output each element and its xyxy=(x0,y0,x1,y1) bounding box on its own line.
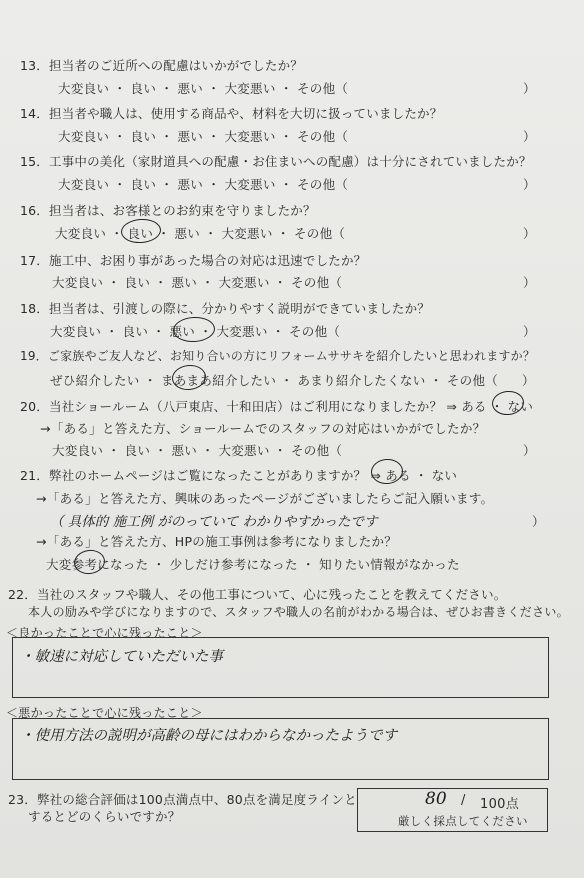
options-16: 大変良い ・ 良い ・ 悪い ・ 大変悪い ・ その他（ xyxy=(55,226,346,241)
good-label: ＜良かったことで心に残ったこと＞ xyxy=(6,626,203,640)
question-17: 17．施工中、お困り事があった場合の対応は迅速でしたか？ xyxy=(20,253,367,268)
close-paren-18: ） xyxy=(523,324,536,339)
question-13: 13．担当者のご近所への配慮はいかがでしたか？ xyxy=(20,58,304,73)
question-20: 20．当社ショールーム（八戸東店、十和田店）はご利用になりましたか？ ⇒ ある ・ ない xyxy=(20,399,534,414)
close-paren-13: ） xyxy=(523,81,536,96)
note-22: 本人の励みや学びになりますので、スタッフや職人の名前がわかる場合は、ぜひお書きください。 xyxy=(28,605,569,619)
score-note: 厳しく採点してください xyxy=(398,814,528,828)
sub-question-20: →「ある」と答えた方、ショールームでのスタッフの対応はいかがでしたか？ xyxy=(40,421,486,436)
good-answer-text: ・敏速に対応していただいた事 xyxy=(20,649,223,665)
question-14: 14．担当者や職人は、使用する商品や、材料を大切に扱っていましたか？ xyxy=(20,106,443,121)
bad-answer-text: ・使用方法の説明が高齢の母にはわからなかったようです xyxy=(20,728,397,744)
options-17: 大変良い ・ 良い ・ 悪い ・ 大変悪い ・ その他（ xyxy=(52,275,343,290)
question-23-line1: 23．弊社の総合評価は100点満点中、80点を満足度ラインと xyxy=(8,792,357,807)
score-value: 80 xyxy=(425,789,447,809)
sub-question-21-a: →「ある」と答えた方、興味のあったページがございましたらご記入願います。 xyxy=(36,491,494,506)
close-paren-14: ） xyxy=(523,129,536,144)
options-15: 大変良い ・ 良い ・ 悪い ・ 大変悪い ・ その他（ xyxy=(58,177,349,192)
close-paren-16: ） xyxy=(523,226,536,241)
question-21: 21．弊社のホームページはご覧になったことがありますか？ ⇒ ある ・ ない xyxy=(20,468,458,483)
close-paren-19: ） xyxy=(522,373,535,388)
options-13: 大変良い ・ 良い ・ 悪い ・ 大変悪い ・ その他（ xyxy=(58,81,349,96)
question-15: 15．工事中の美化（家財道具への配慮・お住まいへの配慮）は十分にされていましたか？ xyxy=(20,154,532,169)
close-paren-15: ） xyxy=(523,177,536,192)
options-21: 大変参考になった ・ 少しだけ参考になった ・ 知りたい情報がなかった xyxy=(46,557,460,572)
question-23-line2: するとどのくらいですか？ xyxy=(28,809,181,824)
options-19: ぜひ紹介したい ・ まあまあ紹介したい ・ あまり紹介したくない ・ その他（ xyxy=(50,373,499,388)
question-22: 22．当社のスタッフや職人、その他工事について、心に残ったことを教えてください。 xyxy=(8,587,507,602)
options-18: 大変良い ・ 良い ・ 悪い ・ 大変悪い ・ その他（ xyxy=(50,324,341,339)
options-14: 大変良い ・ 良い ・ 悪い ・ 大変悪い ・ その他（ xyxy=(58,129,349,144)
close-paren-20: ） xyxy=(523,443,536,458)
score-slash: / xyxy=(461,793,466,808)
sub-question-21-b: →「ある」と答えた方、HPの施工事例は参考になりましたか？ xyxy=(36,534,398,549)
close-paren-17: ） xyxy=(523,275,536,290)
close-paren-21: ） xyxy=(532,514,545,529)
question-18: 18．担当者は、引渡しの際に、分かりやすく説明ができていましたか？ xyxy=(20,301,431,316)
question-19: 19．ご家族やご友人など、お知り合いの方にリフォームササキを紹介したいと思われますか？ xyxy=(20,349,536,363)
score-max: 100点 xyxy=(480,797,520,812)
question-16: 16．担当者は、お客様とのお約束を守りましたか？ xyxy=(20,203,316,218)
bad-label: ＜悪かったことで心に残ったこと＞ xyxy=(6,706,203,720)
options-20: 大変良い ・ 良い ・ 悪い ・ 大変悪い ・ その他（ xyxy=(52,443,343,458)
handwritten-answer-21: （ 具体的 施工例 がのっていて わかりやすかったです xyxy=(50,514,378,530)
